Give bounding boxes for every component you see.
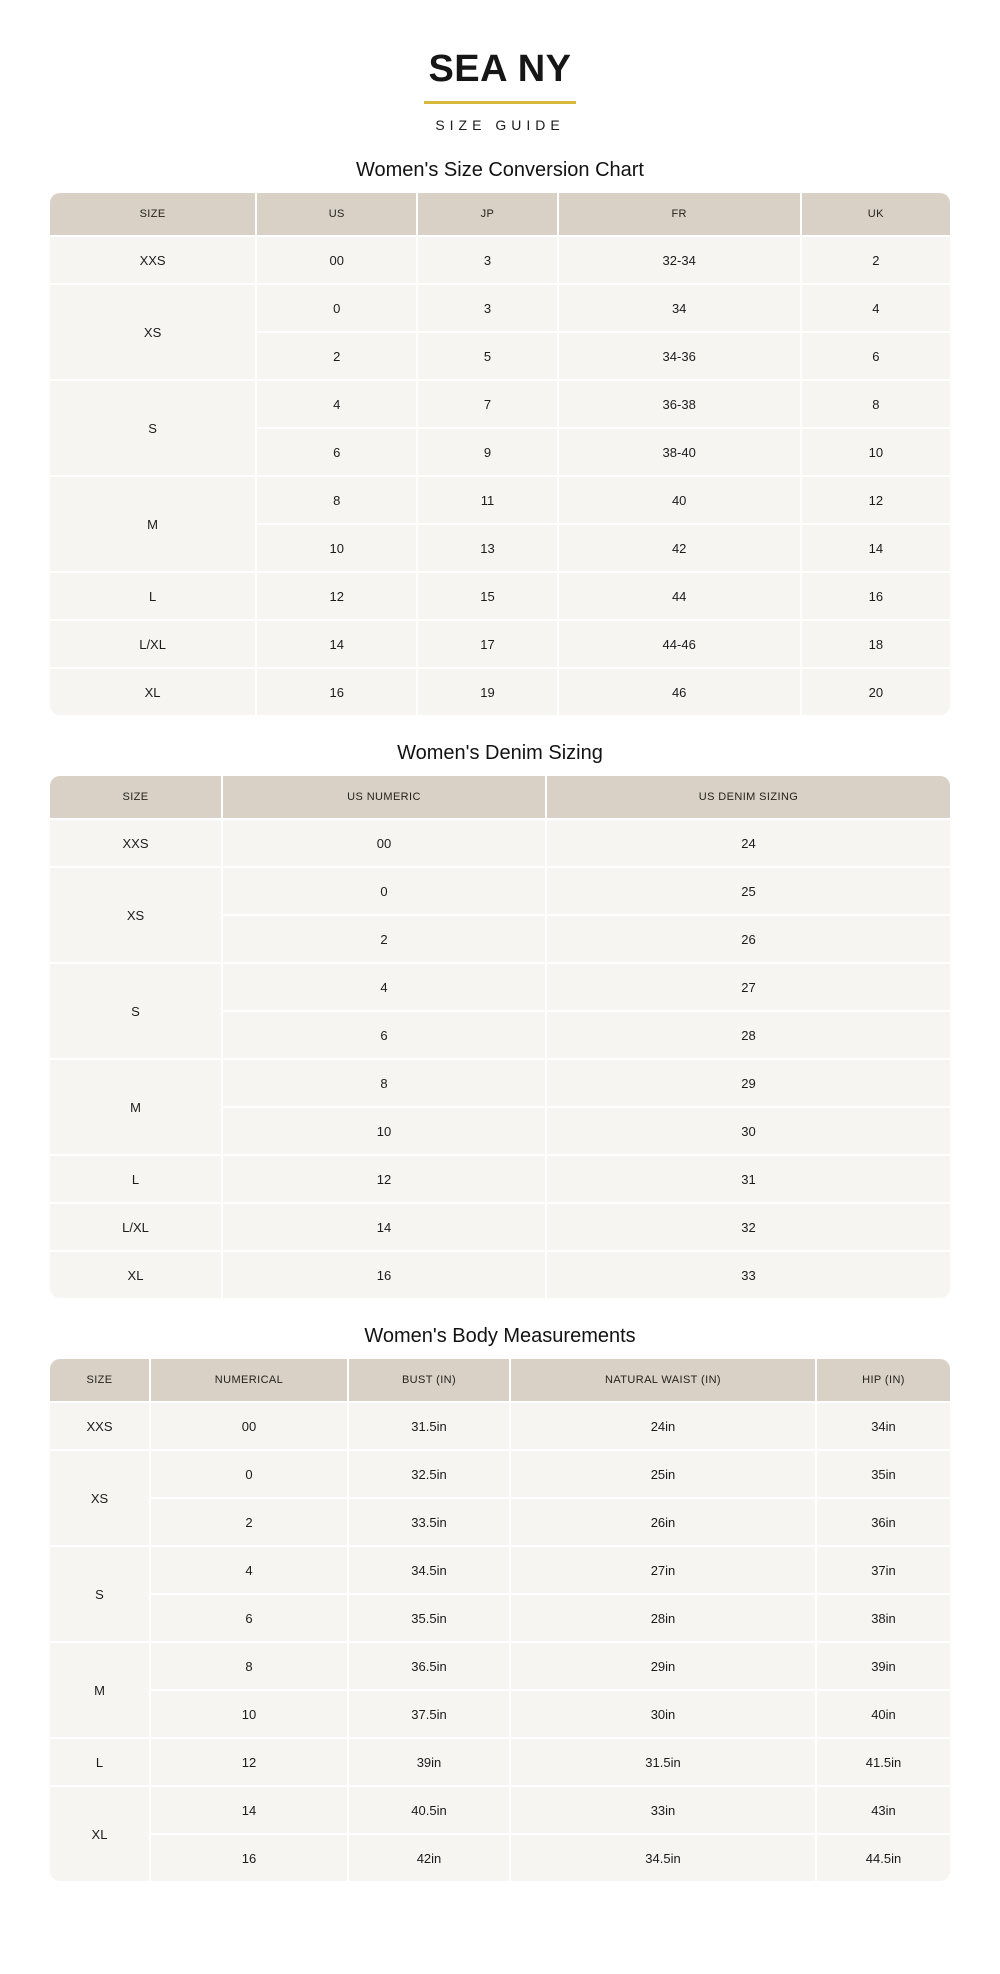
- data-cell: 24in: [509, 1401, 815, 1449]
- data-cell: 32-34: [557, 235, 800, 283]
- data-cell: 27in: [509, 1545, 815, 1593]
- data-cell: 24: [545, 818, 950, 866]
- size-label-cell: XS: [50, 283, 255, 379]
- column-header: BUST (IN): [347, 1359, 509, 1401]
- size-label-cell: XXS: [50, 818, 221, 866]
- data-cell: 8: [800, 379, 950, 427]
- column-header: UK: [800, 193, 950, 235]
- table-row: [50, 962, 950, 1010]
- data-cell: 34in: [815, 1401, 950, 1449]
- data-cell: 2: [255, 331, 416, 379]
- table-row: [50, 866, 950, 914]
- table-row: [50, 1689, 950, 1737]
- data-cell: 8: [221, 1058, 545, 1106]
- table-row: [50, 1833, 950, 1881]
- size-label-cell: M: [50, 475, 255, 571]
- data-cell: 18: [800, 619, 950, 667]
- data-cell: 11: [416, 475, 556, 523]
- data-cell: 42in: [347, 1833, 509, 1881]
- size-table: [50, 1359, 950, 1881]
- data-cell: 25in: [509, 1449, 815, 1497]
- size-label-cell: XS: [50, 1449, 149, 1545]
- size-table-section: [0, 158, 1000, 715]
- data-cell: 33in: [509, 1785, 815, 1833]
- section-title: Women's Denim Sizing: [397, 742, 603, 764]
- column-header: US DENIM SIZING: [545, 776, 950, 818]
- table-row: [50, 1202, 950, 1250]
- column-header: NUMERICAL: [149, 1359, 347, 1401]
- data-cell: 16: [149, 1833, 347, 1881]
- size-label-cell: S: [50, 962, 221, 1058]
- data-cell: 6: [149, 1593, 347, 1641]
- data-cell: 4: [255, 379, 416, 427]
- data-cell: 14: [149, 1785, 347, 1833]
- column-header: FR: [557, 193, 800, 235]
- data-cell: 44.5in: [815, 1833, 950, 1881]
- data-cell: 35.5in: [347, 1593, 509, 1641]
- data-cell: 26in: [509, 1497, 815, 1545]
- data-cell: 16: [221, 1250, 545, 1298]
- data-cell: 6: [255, 427, 416, 475]
- column-header: NATURAL WAIST (IN): [509, 1359, 815, 1401]
- data-cell: 32: [545, 1202, 950, 1250]
- brand-header: [0, 50, 1000, 132]
- data-cell: 44: [557, 571, 800, 619]
- data-cell: 0: [221, 866, 545, 914]
- data-cell: 17: [416, 619, 556, 667]
- data-cell: 16: [800, 571, 950, 619]
- data-cell: 40.5in: [347, 1785, 509, 1833]
- data-cell: 36-38: [557, 379, 800, 427]
- size-label-cell: L: [50, 571, 255, 619]
- data-cell: 30: [545, 1106, 950, 1154]
- data-cell: 00: [149, 1401, 347, 1449]
- size-table-section: [0, 1324, 1000, 1881]
- table-row: [50, 1401, 950, 1449]
- table-row: [50, 571, 950, 619]
- column-header: SIZE: [50, 776, 221, 818]
- data-cell: 13: [416, 523, 556, 571]
- table-row: [50, 1250, 950, 1298]
- data-cell: 34.5in: [509, 1833, 815, 1881]
- data-cell: 10: [149, 1689, 347, 1737]
- table-row: [50, 1785, 950, 1833]
- data-cell: 25: [545, 866, 950, 914]
- table-row: [50, 475, 950, 523]
- table-row: [50, 1737, 950, 1785]
- data-cell: 2: [800, 235, 950, 283]
- size-table: [50, 776, 950, 1298]
- data-cell: 26: [545, 914, 950, 962]
- data-cell: 36.5in: [347, 1641, 509, 1689]
- data-cell: 34-36: [557, 331, 800, 379]
- table-row: [50, 1154, 950, 1202]
- data-cell: 28: [545, 1010, 950, 1058]
- data-cell: 36in: [815, 1497, 950, 1545]
- header-row: [50, 776, 950, 818]
- data-cell: 12: [149, 1737, 347, 1785]
- data-cell: 34: [557, 283, 800, 331]
- size-label-cell: XL: [50, 667, 255, 715]
- table-row: [50, 667, 950, 715]
- table-row: [50, 818, 950, 866]
- data-cell: 00: [255, 235, 416, 283]
- data-cell: 46: [557, 667, 800, 715]
- column-header: SIZE: [50, 193, 255, 235]
- header-row: [50, 1359, 950, 1401]
- brand-underline: [424, 101, 576, 104]
- data-cell: 40: [557, 475, 800, 523]
- size-label-cell: XL: [50, 1250, 221, 1298]
- column-header: US NUMERIC: [221, 776, 545, 818]
- data-cell: 27: [545, 962, 950, 1010]
- table-row: [50, 1497, 950, 1545]
- column-header: JP: [416, 193, 556, 235]
- data-cell: 39in: [815, 1641, 950, 1689]
- data-cell: 4: [800, 283, 950, 331]
- data-cell: 4: [149, 1545, 347, 1593]
- section-title: Women's Body Measurements: [364, 1325, 636, 1347]
- size-label-cell: L: [50, 1737, 149, 1785]
- data-cell: 0: [255, 283, 416, 331]
- data-cell: 8: [255, 475, 416, 523]
- data-cell: 00: [221, 818, 545, 866]
- table-row: [50, 619, 950, 667]
- data-cell: 32.5in: [347, 1449, 509, 1497]
- column-header: SIZE: [50, 1359, 149, 1401]
- data-cell: 8: [149, 1641, 347, 1689]
- size-label-cell: S: [50, 1545, 149, 1641]
- data-cell: 38in: [815, 1593, 950, 1641]
- data-cell: 34.5in: [347, 1545, 509, 1593]
- size-label-cell: L: [50, 1154, 221, 1202]
- data-cell: 39in: [347, 1737, 509, 1785]
- section-title: Women's Size Conversion Chart: [355, 159, 644, 181]
- data-cell: 37in: [815, 1545, 950, 1593]
- data-cell: 16: [255, 667, 416, 715]
- size-label-cell: L/XL: [50, 1202, 221, 1250]
- data-cell: 4: [221, 962, 545, 1010]
- table-row: [50, 1058, 950, 1106]
- data-cell: 2: [221, 914, 545, 962]
- data-cell: 43in: [815, 1785, 950, 1833]
- data-cell: 7: [416, 379, 556, 427]
- data-cell: 6: [800, 331, 950, 379]
- page-subtitle: SIZE GUIDE: [435, 117, 565, 133]
- data-cell: 6: [221, 1010, 545, 1058]
- size-label-cell: M: [50, 1058, 221, 1154]
- data-cell: 12: [255, 571, 416, 619]
- data-cell: 9: [416, 427, 556, 475]
- data-cell: 10: [221, 1106, 545, 1154]
- data-cell: 33: [545, 1250, 950, 1298]
- data-cell: 5: [416, 331, 556, 379]
- column-header: HIP (IN): [815, 1359, 950, 1401]
- data-cell: 10: [255, 523, 416, 571]
- data-cell: 42: [557, 523, 800, 571]
- data-cell: 12: [221, 1154, 545, 1202]
- data-cell: 40in: [815, 1689, 950, 1737]
- data-cell: 29: [545, 1058, 950, 1106]
- data-cell: 3: [416, 235, 556, 283]
- data-cell: 0: [149, 1449, 347, 1497]
- data-cell: 35in: [815, 1449, 950, 1497]
- size-guide-content: [0, 158, 1000, 1881]
- size-table: [50, 193, 950, 715]
- data-cell: 29in: [509, 1641, 815, 1689]
- data-cell: 14: [221, 1202, 545, 1250]
- data-cell: 14: [800, 523, 950, 571]
- data-cell: 15: [416, 571, 556, 619]
- data-cell: 31.5in: [347, 1401, 509, 1449]
- data-cell: 10: [800, 427, 950, 475]
- data-cell: 30in: [509, 1689, 815, 1737]
- data-cell: 3: [416, 283, 556, 331]
- size-table-section: [0, 741, 1000, 1298]
- table-row: [50, 1593, 950, 1641]
- table-row: [50, 1545, 950, 1593]
- column-header: US: [255, 193, 416, 235]
- table-row: [50, 1449, 950, 1497]
- size-label-cell: L/XL: [50, 619, 255, 667]
- data-cell: 28in: [509, 1593, 815, 1641]
- size-label-cell: XXS: [50, 235, 255, 283]
- size-label-cell: S: [50, 379, 255, 475]
- header-row: [50, 193, 950, 235]
- table-row: [50, 283, 950, 331]
- table-row: [50, 379, 950, 427]
- size-label-cell: XXS: [50, 1401, 149, 1449]
- data-cell: 44-46: [557, 619, 800, 667]
- table-row: [50, 235, 950, 283]
- data-cell: 20: [800, 667, 950, 715]
- data-cell: 38-40: [557, 427, 800, 475]
- size-label-cell: XS: [50, 866, 221, 962]
- table-row: [50, 1641, 950, 1689]
- data-cell: 31: [545, 1154, 950, 1202]
- data-cell: 41.5in: [815, 1737, 950, 1785]
- data-cell: 14: [255, 619, 416, 667]
- brand-logo: SEA NY: [428, 48, 572, 90]
- data-cell: 12: [800, 475, 950, 523]
- data-cell: 31.5in: [509, 1737, 815, 1785]
- data-cell: 37.5in: [347, 1689, 509, 1737]
- data-cell: 33.5in: [347, 1497, 509, 1545]
- data-cell: 2: [149, 1497, 347, 1545]
- size-label-cell: XL: [50, 1785, 149, 1881]
- data-cell: 19: [416, 667, 556, 715]
- size-label-cell: M: [50, 1641, 149, 1737]
